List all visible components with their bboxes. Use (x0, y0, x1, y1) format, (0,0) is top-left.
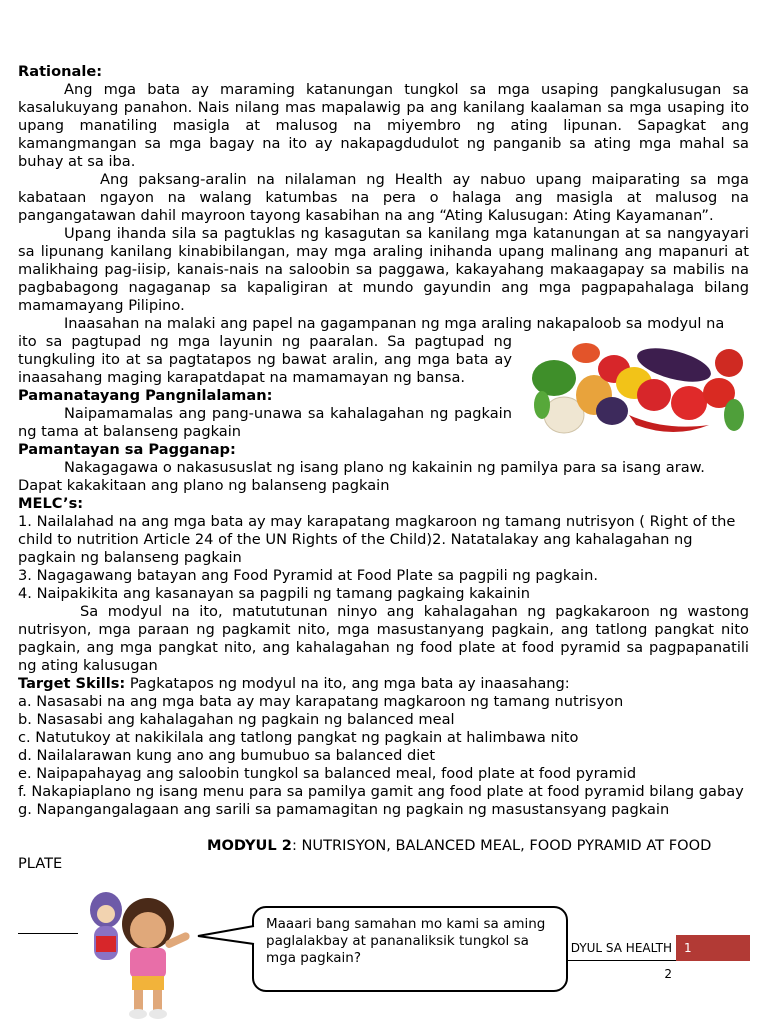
rationale-paragraph-2: Ang paksang-aralin na nilalaman ng Health ay nabuo upang maiparating sa mga kabataan ngayon na walang katumbas na pera o halaga ang masigla at malusog na pangangatawan dahil mayroon tayong kasabihan na ang “Ating Kalusugan: Ating Kayamanan”. (18, 171, 749, 224)
target-skills-intro (18, 675, 749, 693)
footer-module-label: DYUL SA HEALTH 2 (560, 935, 676, 961)
pagganap-heading: Pamantayan sa Pagganap: (18, 441, 236, 458)
module-title (18, 837, 749, 873)
page-number: 1 (676, 935, 750, 961)
module-title-line-2: PLATE (18, 855, 63, 872)
speech-bubble-tail (196, 922, 256, 952)
module-title-line-1 (18, 837, 749, 855)
target-skills-heading: Target Skills: (18, 675, 126, 692)
melcs-heading: MELC’s: (18, 495, 84, 512)
rationale-paragraph-4-rest: ito sa pagtupad ng mga layunin ng paaralan. Sa pagtupad ng tungkuling ito at sa pagtatapos ng bawat aralin, ang mga bata ay inaasahang maging karapatdapat na mamamayan ng bansa. (18, 333, 512, 386)
melcs-item-3: 4. Naipakikita ang kasanayan sa pagpili ng tamang pagkaing kakainin (18, 585, 530, 602)
target-skills-list (18, 693, 749, 819)
rationale-paragraph-4-lead: Inaasahan na malaki ang papel na gagampanan ng mga araling nakapaloob sa modyul na (64, 315, 725, 332)
module-title-text: : NUTRISYON, BALANCED MEAL, FOOD PYRAMID AT FOOD (291, 837, 712, 854)
melcs-list (18, 513, 749, 603)
vegetables-illustration (524, 333, 749, 443)
melcs-item-1: 1. Nailalahad na ang mga bata ay may karapatang magkaroon ng tamang nutrisyon ( Right of the child to nutrition Article 24 of the UN Rights of the Child)2. Natatalakay ang kahalagahan ng pagkain ng balanseng pagkain (18, 513, 736, 566)
target-skill-a: a. Nasasabi na ang mga bata ay may karapatang magkaroon ng tamang nutrisyon (18, 693, 624, 710)
wrapped-section (18, 315, 749, 441)
target-skills-intro-text: Pagkatapos ng modyul na ito, ang mga bata ay inaasahang: (125, 675, 570, 692)
pangnilalaman-heading: Pamanatayang Pangnilalaman: (18, 387, 273, 404)
pangnilalaman-text: Naipamamalas ang pang-unawa sa kahalagahan ng pagkain ng tama at balanseng pagkain (18, 405, 512, 440)
speech-bubble (252, 906, 568, 992)
vegetables-image (524, 333, 749, 443)
dora-and-boots-illustration (76, 880, 196, 1020)
target-skill-f: f. Nakapiaplano ng isang menu para sa pamilya gamit ang food plate at food pyramid bilang gabay (18, 783, 744, 800)
target-skill-d: d. Nailalarawan kung ano ang bumubuo sa balanced diet (18, 747, 436, 764)
melcs-summary: Sa modyul na ito, matututunan ninyo ang kahalagahan ng pagkakaroon ng wastong nutrisyon, mga paraan ng pagkamit nito, mga masustanyang pagkain, ang tatlong pangkat nito pagkain, ang mga pangkat nito, ang kahalagahan ng food plate at food pyramid sa pagpapanatili ng ating kalusugan (18, 603, 749, 674)
melcs-item-2: 3. Nagagawang batayan ang Food Pyramid at Food Plate sa pagpili ng pagkain. (18, 567, 598, 584)
module-label: MODYUL 2 (207, 837, 292, 854)
speech-bubble-text: Maaari bang samahan mo kami sa aming paglalakbay at pananaliksik tungkol sa mga pagkain? (266, 916, 546, 966)
rationale-heading: Rationale: (18, 63, 103, 80)
rationale-paragraph-3: Upang ihanda sila sa pagtuklas ng kasagutan sa kanilang mga katanungan at sa nangyayari sa lipunang kanilang kinabibilangan, may mga araling inihanda upang malinang ang mapanuri at malikhaing pag-iisip, kanais-nais na saloobin sa paggawa, kakayahang makaagapay sa mabilis na pagbabagong nagaganap sa kapaligiran at mundo gayundin ang mga pagpapahalaga bilang mamamayang Pilipino. (18, 225, 749, 314)
target-skill-g: g. Napangangalagaan ang sarili sa pamamagitan ng pagkain ng masustansyang pagkain (18, 801, 670, 818)
target-skill-b: b. Nasasabi ang kahalagahan ng pagkain ng balanced meal (18, 711, 455, 728)
footer-rule (18, 933, 78, 934)
pagganap-text: Nakagagawa o nakasususlat ng isang plano ng kakainin ng pamilya para sa isang araw. Dapat kakakitaan ang plano ng balanseng pagkain (18, 459, 705, 494)
target-skill-e: e. Naipapahayag ang saloobin tungkol sa balanced meal, food plate at food pyramid (18, 765, 637, 782)
target-skill-c: c. Natutukoy at nakikilala ang tatlong pangkat ng pagkain at halimbawa nito (18, 729, 579, 746)
rationale-paragraph-1: Ang mga bata ay maraming katanungan tungkol sa mga usaping pangkalusugan sa kasalukuyang panahon. Nais nilang mas mapalawig pa ang kanilang kaalaman sa mga usaping ito upang manatiling masigla at malusog na miyembro ng ating lipunan. Sapagkat ang kamangmangan sa mga bagay na ito ay nakapagdudulot ng panganib sa ating mga mahal sa buhay at sa iba. (18, 81, 749, 170)
document-body (18, 63, 749, 873)
cartoon-characters-image (76, 880, 196, 1025)
